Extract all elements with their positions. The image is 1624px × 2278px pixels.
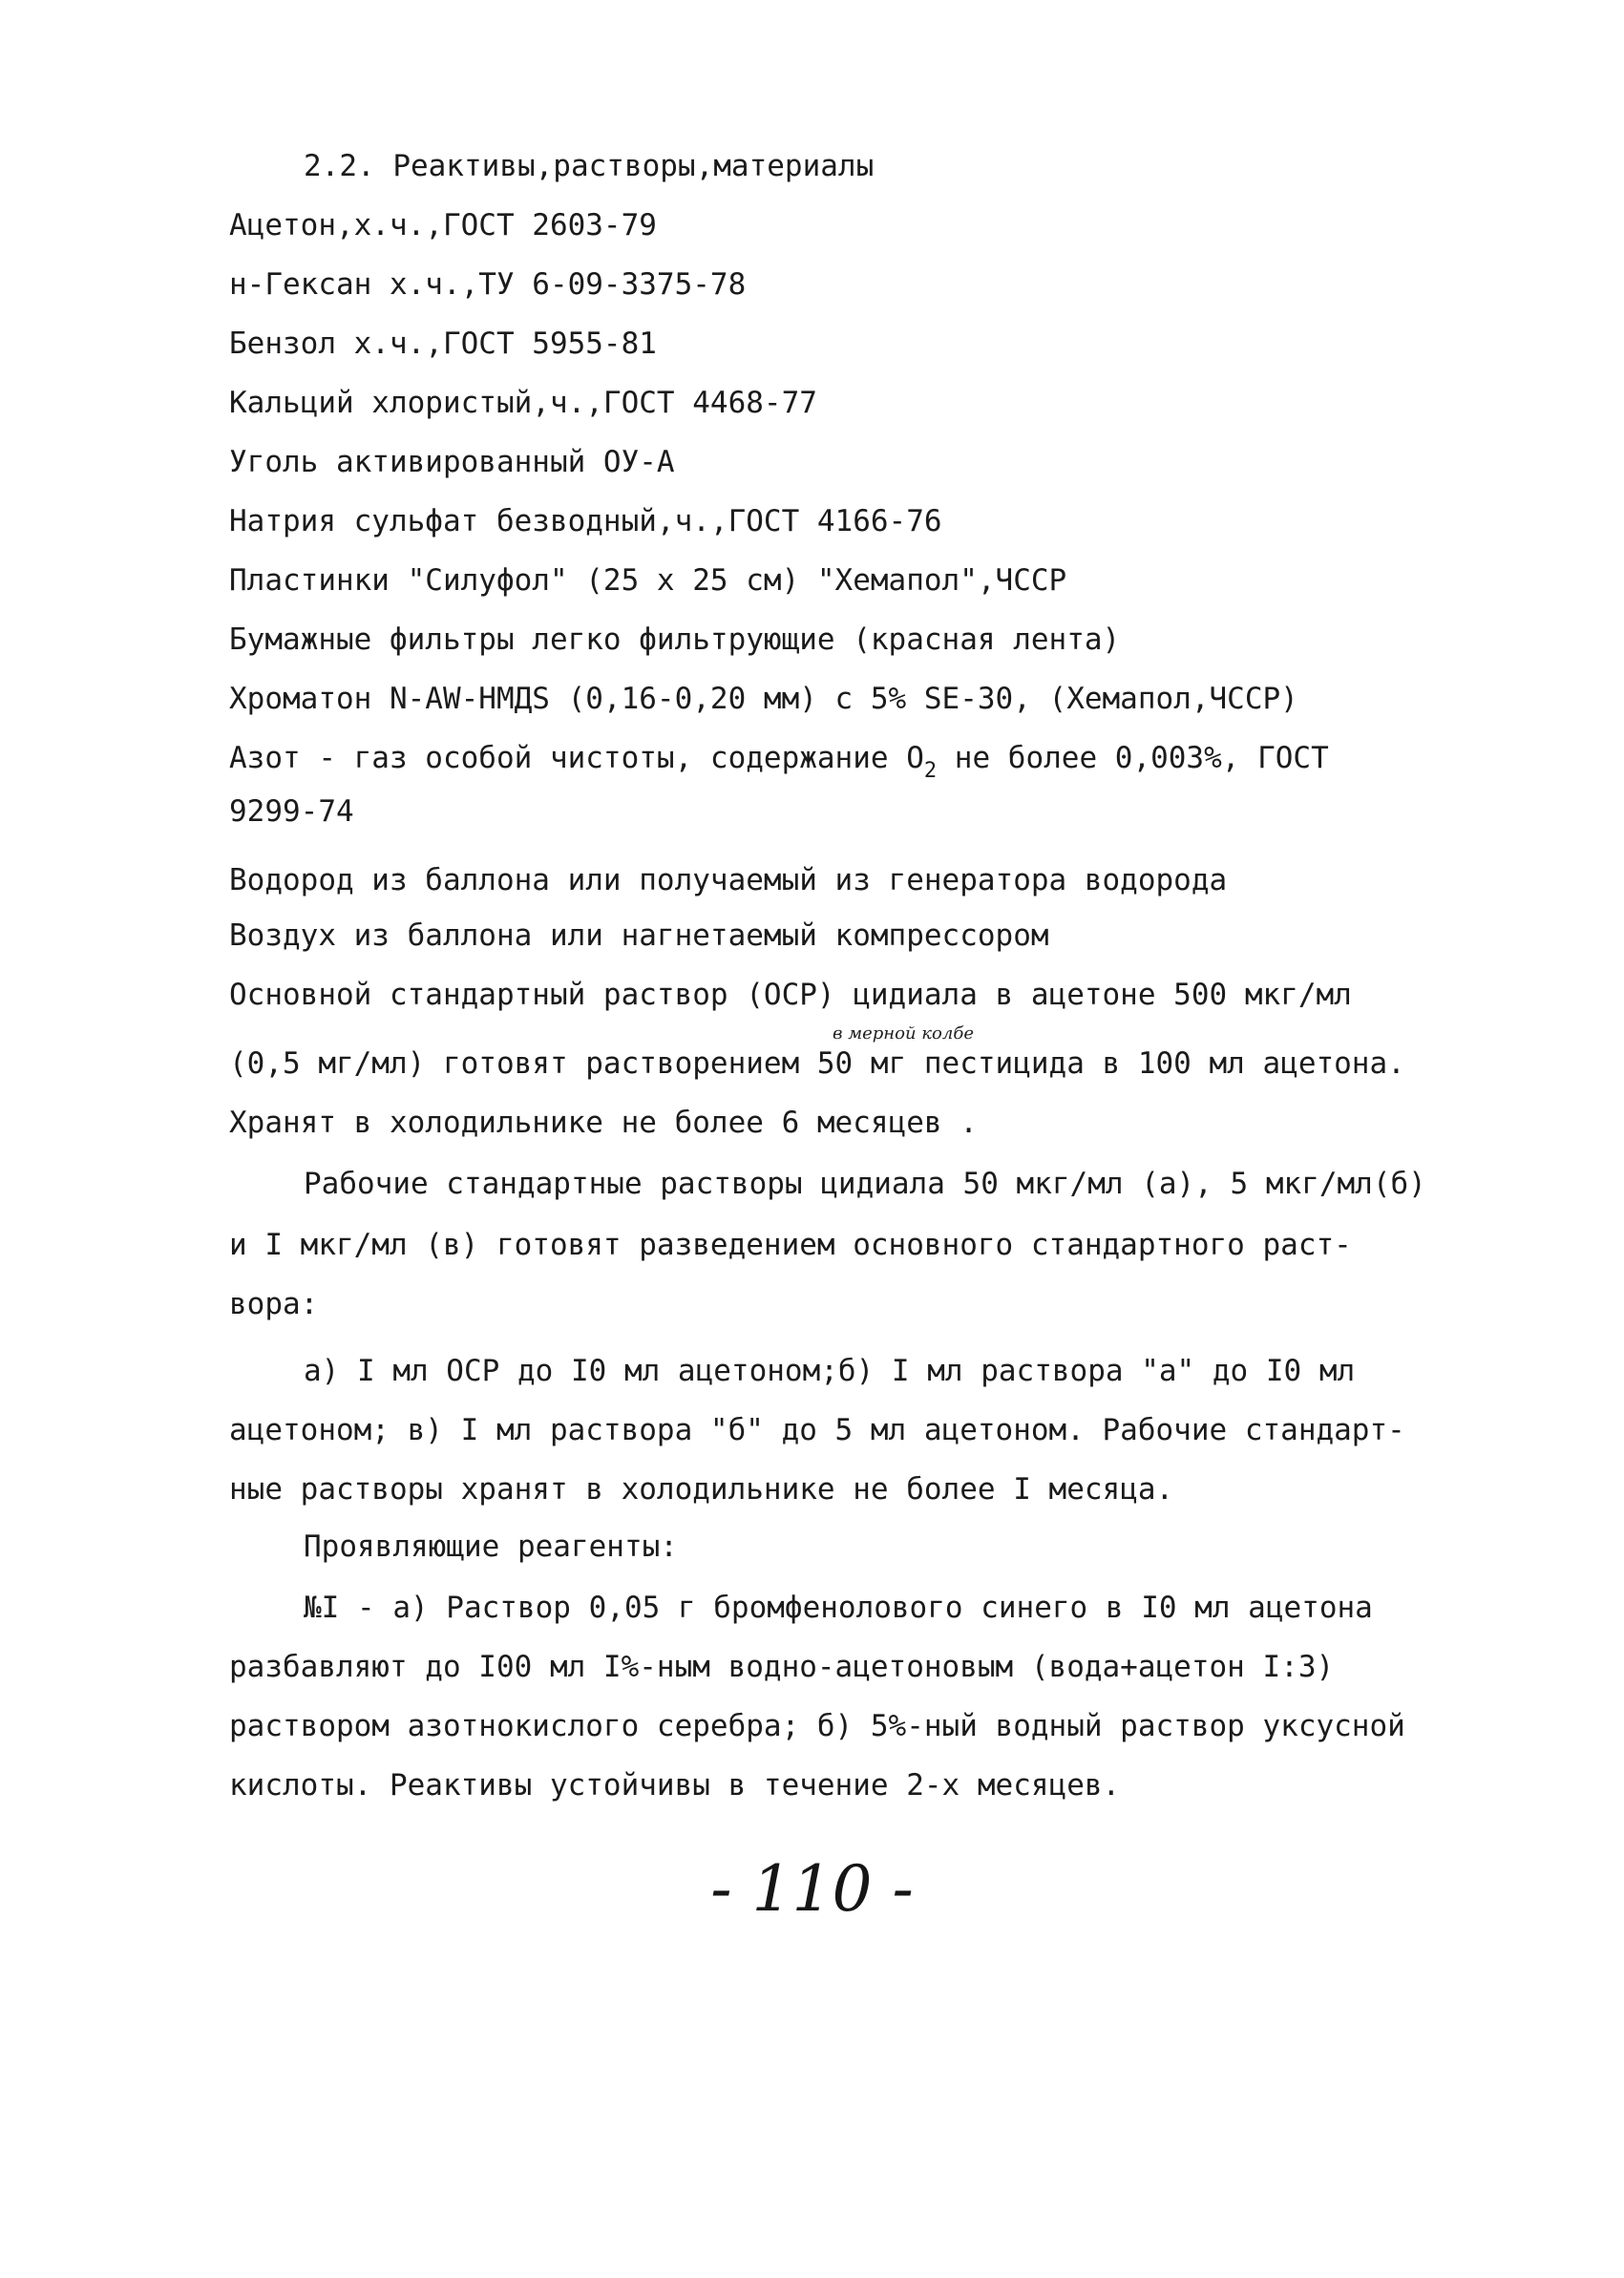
stock-solution-line: Хранят в холодильнике не более 6 месяцев . bbox=[229, 1106, 978, 1140]
nitrogen-standard: 9299-74 bbox=[229, 794, 354, 829]
reagent-line: Уголь активированный ОУ-А bbox=[229, 445, 675, 479]
working-solutions-line: и I мкг/мл (в) готовят разведением основного стандартного раст- bbox=[229, 1228, 1352, 1262]
working-solutions-line: вора: bbox=[229, 1287, 319, 1321]
nitrogen-text-rest: не более 0,003%, ГОСТ bbox=[937, 741, 1329, 775]
nitrogen-text: Азот - газ особой чистоты, содержание O bbox=[229, 741, 924, 775]
reagent-line: Бензол х.ч.,ГОСТ 5955-81 bbox=[229, 327, 657, 361]
stock-solution-line: (0,5 мг/мл) готовят растворением 50 мг пестицида в 100 мл ацетона. bbox=[229, 1046, 1405, 1081]
oxygen-subscript: 2 bbox=[923, 759, 938, 783]
working-solutions-line: Рабочие стандартные растворы цидиала 50 мкг/мл (а), 5 мкг/мл(б) bbox=[304, 1167, 1426, 1201]
section-heading: 2.2. Реактивы,растворы,материалы bbox=[304, 149, 875, 183]
reagent-line: Воздух из баллона или нагнетаемый компрессором bbox=[229, 918, 1049, 953]
reagent-line: Бумажные фильтры легко фильтрующие (красная лента) bbox=[229, 622, 1121, 657]
dilution-line: ацетоном; в) I мл раствора "б" до 5 мл ацетоном. Рабочие стандарт- bbox=[229, 1413, 1405, 1447]
reagent-line: Пластинки "Силуфол" (25 х 25 см) "Хемапол",ЧССР bbox=[229, 563, 1067, 598]
handwritten-note: в мерной колбе bbox=[833, 1023, 974, 1044]
reagent-line: Кальций хлористый,ч.,ГОСТ 4468-77 bbox=[229, 386, 817, 420]
reagent-line: Водород из баллона или получаемый из генератора водорода bbox=[229, 863, 1228, 897]
dilution-line: ные растворы хранят в холодильнике не более I месяца. bbox=[229, 1472, 1174, 1507]
reagent-1-line: раствором азотнокислого серебра; б) 5%-ный водный раствор уксусной bbox=[229, 1709, 1405, 1743]
reagent-line: Ацетон,х.ч.,ГОСТ 2603-79 bbox=[229, 208, 657, 243]
reagent-1-line: кислоты. Реактивы устойчивы в течение 2-х месяцев. bbox=[229, 1768, 1121, 1803]
developing-heading: Проявляющие реагенты: bbox=[304, 1529, 678, 1564]
page-number: - 110 - bbox=[710, 1852, 914, 1926]
stock-solution-line: Основной стандартный раствор (ОСР) цидиала в ацетоне 500 мкг/мл bbox=[229, 978, 1352, 1012]
nitrogen-line bbox=[229, 739, 1329, 781]
reagent-line: н-Гексан х.ч.,ТУ 6-09-3375-78 bbox=[229, 267, 747, 302]
reagent-1-line: №I - а) Раствор 0,05 г бромфенолового синего в I0 мл ацетона bbox=[304, 1591, 1373, 1625]
reagent-line: Натрия сульфат безводный,ч.,ГОСТ 4166-76 bbox=[229, 504, 942, 538]
reagent-line: Хроматон N-AW-НМДS (0,16-0,20 мм) с 5% SE-30, (Хемапол,ЧССР) bbox=[229, 682, 1298, 716]
dilution-line: а) I мл ОСР до I0 мл ацетоном;б) I мл раствора "а" до I0 мл bbox=[304, 1354, 1356, 1388]
reagent-1-line: разбавляют до I00 мл I%-ным водно-ацетоновым (вода+ацетон I:3) bbox=[229, 1650, 1335, 1684]
